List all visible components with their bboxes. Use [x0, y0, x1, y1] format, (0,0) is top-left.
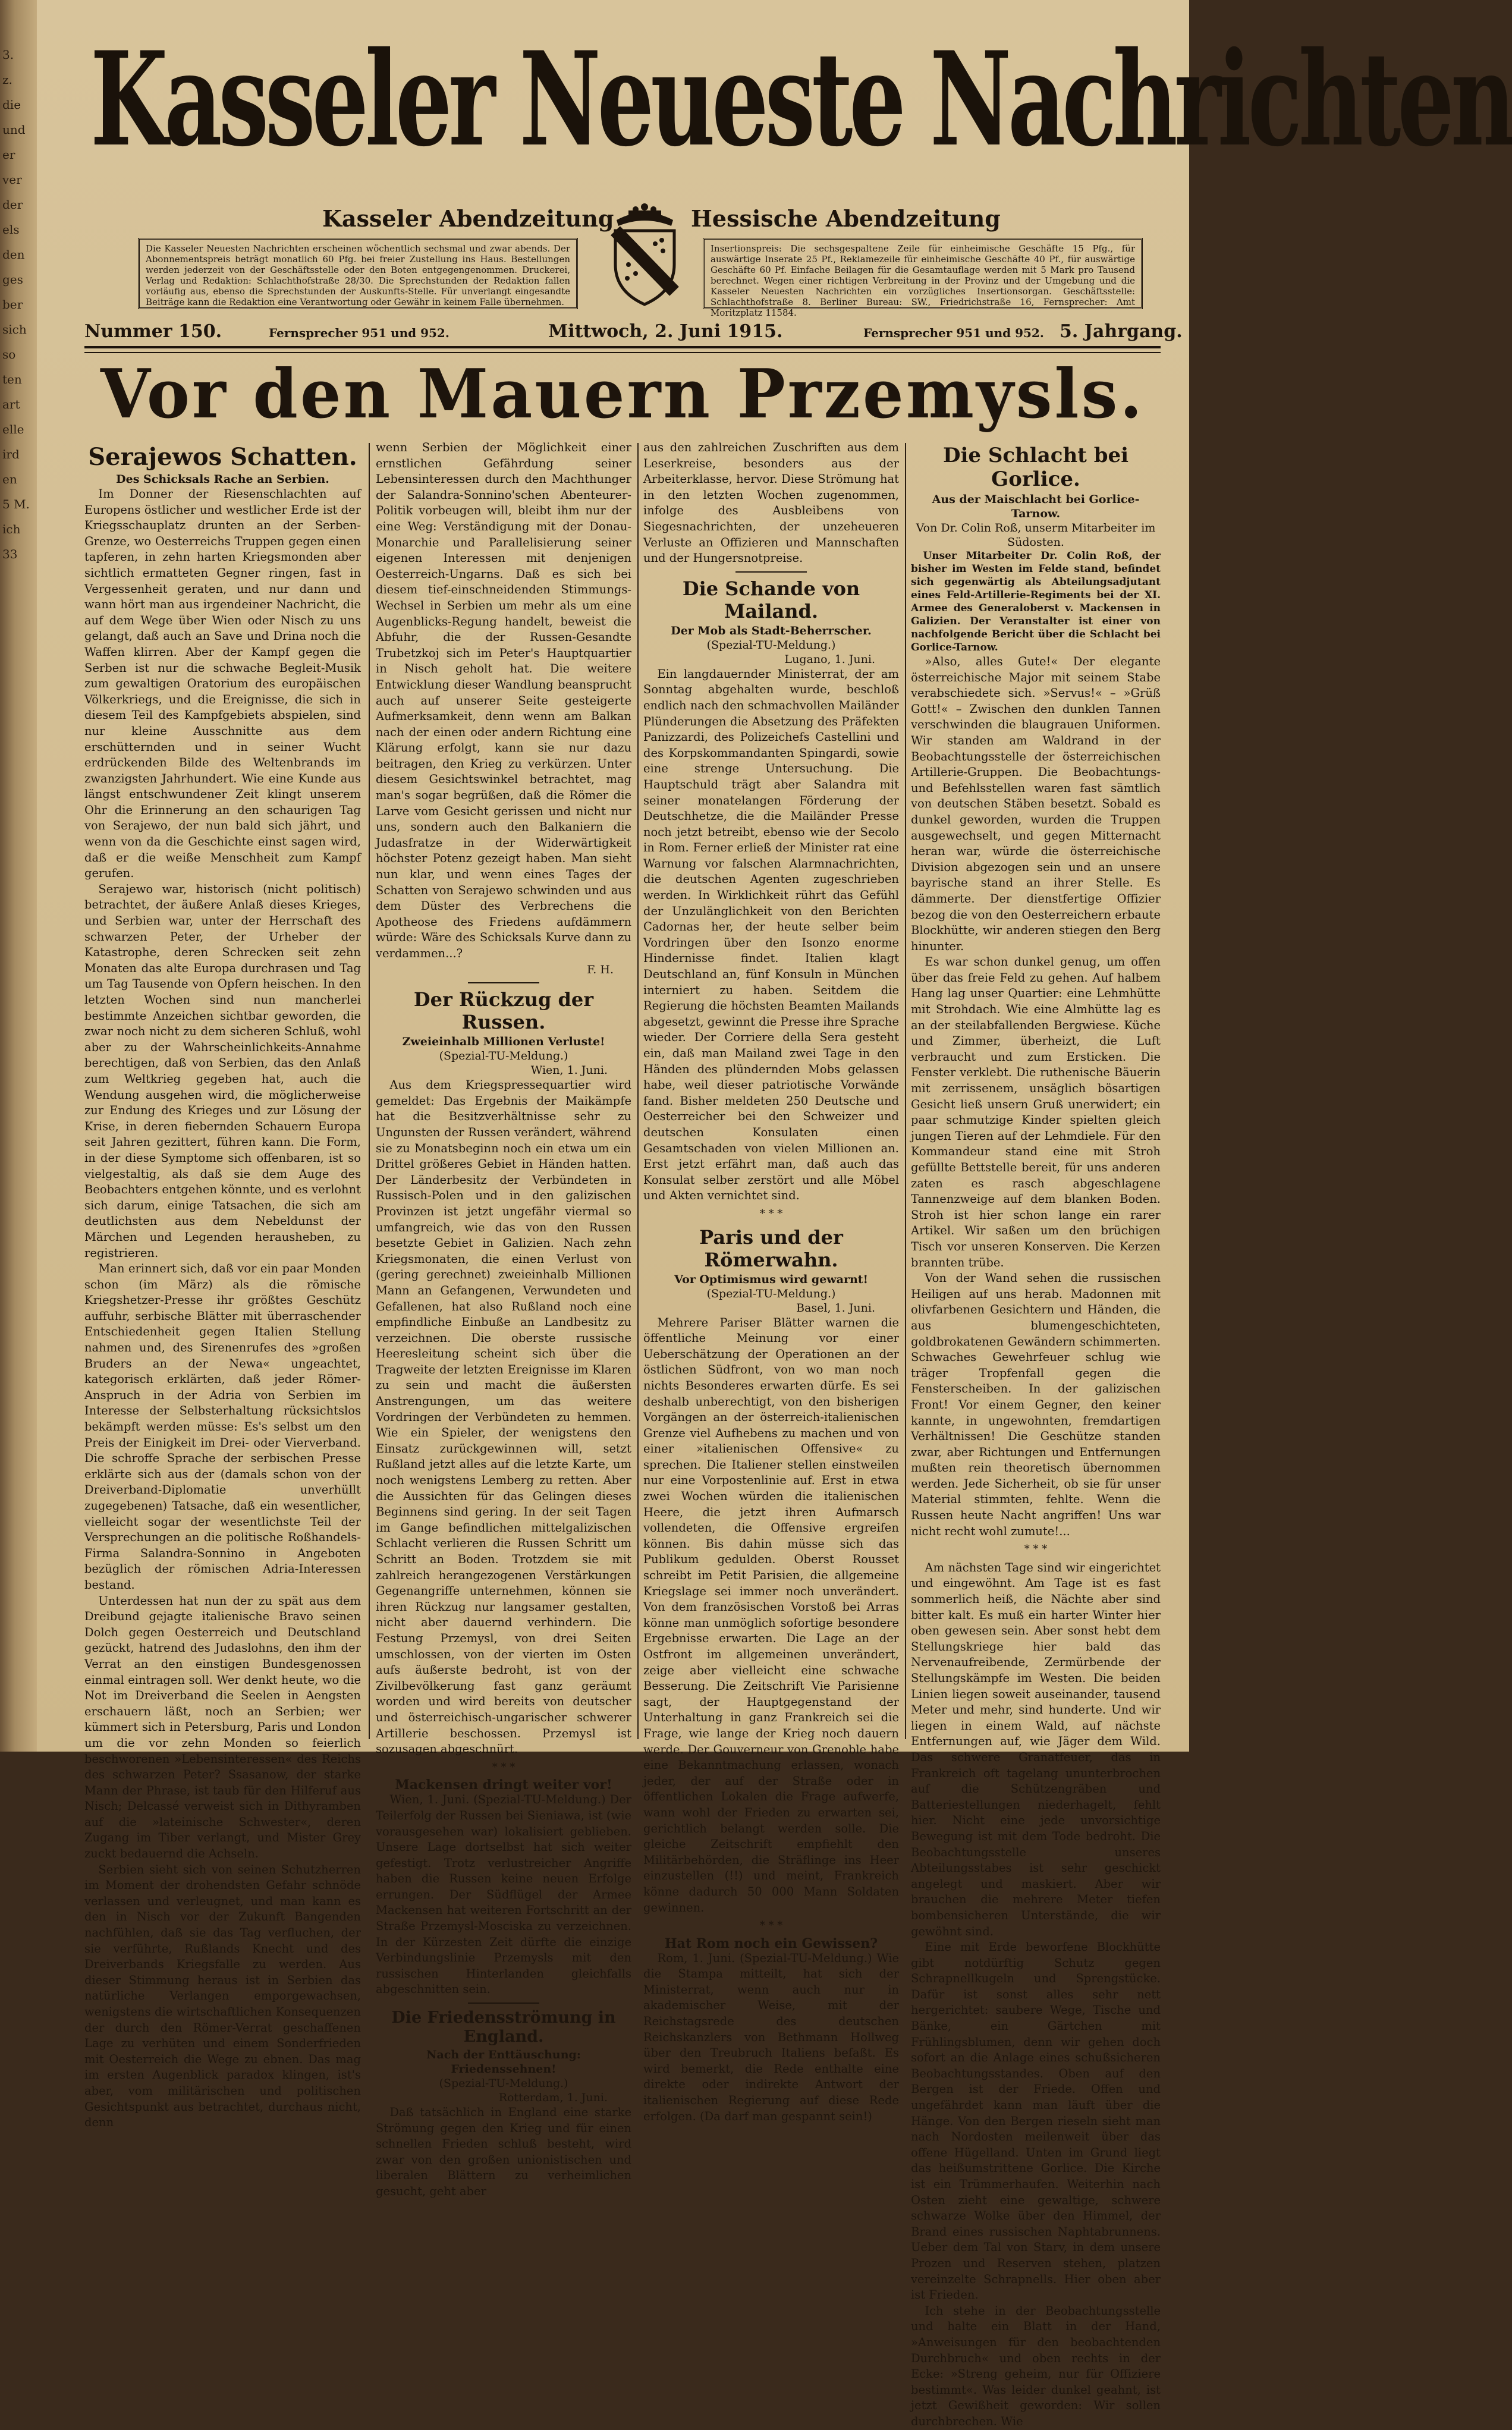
- paragraph: Von der Wand sehen die russischen Heiligen auf uns herab. Madonnen mit olivfarbenen Gesichtern und Händen, die aus blumengeschichteten, goldbrokatenen Gewändern schimmerten. Schwaches Gewehrfeuer schlug wie träger Tropfenfall gegen die Fensterscheiben. In der galizischen Front! Vor einem Gegner, den keiner kannte, in ungewohnten, fremdartigen Verhältnissen! Die Geschütze standen zwar, aber Richtungen und Entfernungen mußten rein theoretisch übernommen werden. Jede Sicherheit, ob sie für unser Material stimmten, fehlte. Wenn die Russen heute Nacht angriffen! Uns war nicht recht wohl zumute!...: [911, 1271, 1161, 1538]
- previous-page-fragment: ges: [2, 272, 23, 287]
- previous-page-fragment: 3.: [2, 48, 14, 62]
- previous-page-fragment: ich: [2, 522, 21, 536]
- column-divider: [905, 443, 906, 1739]
- previous-page-fragment: ten: [2, 372, 22, 386]
- previous-page-fragment: den: [2, 247, 25, 262]
- article-subtitle: Des Schicksals Rache an Serbien.: [116, 473, 329, 486]
- separator-rule: [468, 982, 539, 983]
- previous-page-fragment: elle: [2, 422, 24, 436]
- header-rule-thin: [84, 352, 1161, 353]
- article-subtitle: Nach der Enttäuschung: Friedenssehnen!: [426, 2048, 581, 2076]
- paragraph: Aus dem Kriegspressequartier wird gemeldet: Das Ergebnis der Maikämpfe hat die Besitzverhältnisse sehr zu Ungunsten der Russen verändert, während sie zu Monatsbeginn noch ein etwa um ein Drittel größeres Gebiet in Händen hatten. Der Länderbesitz der Verbündeten in Russisch-Polen und in den galizischen Provinzen ist jetzt ungefähr viermal so umfangreich, wie das von den Russen besetzte Gebiet in Galizien. Nach zehn Kriegsmonaten, die einen Verlust von (gering gerechnet) zweieinhalb Millionen Mann an Gefangenen, Verwundeten und Gefallenen, hat also Rußland noch eine empfindliche Einbuße an Landbesitz zu verzeichnen. Die oberste russische Heeresleitung scheint sich über die Tragweite der letzten Ereignisse im Klaren zu sein und macht die äußersten Anstrengungen, um das weitere Vordringen der Verbündeten zu hemmen. Wie ein Spieler, der wenigstens den Einsatz zurückgewinnen will, setzt Rußland jetzt alles auf die letzte Karte, um noch wenigstens Lemberg zu retten. Aber die Aussichten für das Gelingen dieses Beginnens sind gering. In der seit Tagen im Gange befindlichen mittelgalizischen Schlacht verlieren die Russen Schritt um Schritt an Boden. Trotzdem sie mit zahlreich herangezogenen Verstärkungen Gegenangriffe unternehmen, können sie ihren Rückzug nur langsamer gestalten, nicht aber dauernd verhindern. Die Festung Przemysl, von drei Seiten umschlossen, von der vierten im Osten aufs äußerste bedroht, ist von der Zivilbevölkerung fast ganz geräumt worden und wird bereits von deutscher und österreichisch-ungarischer schwerer Artillerie beschossen. Przemysl ist sozusagen abgeschnürt.: [376, 1078, 631, 1756]
- previous-page-fragment: 5 M.: [2, 497, 30, 511]
- article-title: Hat Rom noch ein Gewissen?: [664, 1935, 878, 1951]
- issue-year: 5. Jahrgang.: [1060, 321, 1183, 342]
- previous-page-fragment: und: [2, 122, 26, 137]
- paragraph: Unterdessen hat nun der zu spät aus dem Dreibund gejagte italienische Bravo seinen Dolch gegen Oesterreich und Deutschland gezückt, hatrend des Judaslohns, den ihm der Verrat an den einstigen Bundesgenossen einmal eintragen soll. Wer denkt heute, wo die Not im Dreiverband die Seelen in Aengsten erschauern läßt, noch an Serbien; wer kümmert sich in Petersburg, Paris und London um die vor zehn Monden so feierlich beschworenen »Lebensinteressen« des Reichs des schwarzen Peter? Ssasanow, der starke Mann der Phrase, ist taub für den Hilferuf aus Nisch; Delcassé verweist sich in Dithyramben auf die »lateinische Schwester«, deren Zugang im Tiber verlangt, und Mister Grey zuckt bedauernd die Achseln.: [84, 1593, 361, 1861]
- masthead-subtitle-left: Kasseler Abendzeitung: [322, 205, 614, 232]
- previous-page-fragment: ver: [2, 172, 22, 187]
- paragraph: Ich stehe in der Beobachtungsstelle und halte ein Blatt in der Hand, »Anweisungen für den beobachtenden Durchbruch« und oben rechts in der Ecke: »Streng geheim, nur für Offiziere bestimmt«. Was leider dunkel geahnt, ist jetzt Gewißheit geworden: Wir sollen durchbrechen. Wie: [911, 2303, 1161, 2428]
- paragraph: wenn Serbien der Möglichkeit einer ernstlichen Gefährdung seiner Lebensinteressen durch den Machthunger der Salandra-Sonnino'schen Abenteurer-Politik vorbeugen will, bleibt ihm nur der eine Weg: Verständigung mit der Donau-Monarchie und Parallelisierung seiner eigenen Interessen mit denjenigen Oesterreich-Ungarns. Daß es sich bei diesem tief-einschneidenden Stimmungs-Wechsel in Serbien um mehr als um eine Augenblicks-Regung handelt, beweist die Abfuhr, die der Russen-Gesandte Trubetzkoj sich im Peter's Hauptquartier in Nisch geholt hat. Die weitere Entwicklung dieser Wandlung beansprucht auch auf unserer Seite gesteigerte Aufmerksamkeit, denn wenn am Balkan nach der einen oder andern Richtung eine Klärung erfolgt, kann sie nur dazu beitragen, den Krieg zu verkürzen. Unter diesem Gesichtswinkel betrachtet, mag man's sogar begrüßen, daß die Römer die Larve vom Gesicht gerissen und nicht nur uns, sondern auch den Balkaniern die Judasfratze in der Widerwärtigkeit höchster Potenz gezeigt haben. Man sieht nun klar, und wenn eines Tages der Schatten von Serajewo schwinden und aus dem Düster des Verbrechens die Apotheose des Friedens aufdämmern würde: Wäre des Schicksals Kurve dann zu verdammen...?: [376, 441, 631, 960]
- paragraph: Man erinnert sich, daß vor ein paar Monden schon (im März) als die römische Kriegshetzer-Presse ihr größtes Geschütz auffuhr, serbische Blätter mit überraschender Entschiedenheit gegen Italien Stellung nahmen und, des Sirenenrufes des »großen Bruders an der Newa« ungeachtet, kategorisch erklärten, daß jeder Römer-Anspruch in der Adria von Serbien im Interesse der Selbsterhaltung rücksichtslos bekämpft werden müsse: Es's selbst um den Preis der Einigkeit im Drei- oder Vierverband. Die schroffe Sprache der serbischen Presse erklärte sich aus der (damals schon von der Dreiverband-Diplomatie unverhüllt zugegebenen) Tatsache, daß ein wesentlicher, vielleicht sogar der wesentlichste Teil der Versprechungen an die politische Roßhandels-Firma Salandra-Sonnino in Angeboten bezüglich der römischen Adria-Interessen bestand.: [84, 1262, 361, 1592]
- separator-rule: [735, 571, 807, 573]
- paragraph: Im Donner der Riesenschlachten auf Europens östlicher und westlicher Erde ist der Kriegsschauplatz drunten an der Serben-Grenze, wo Oesterreichs Truppen gegen einen tapferen, in zehn harten Kriegsmonden aber sichtlich ermatteten Gegner ringen, fast in Vergessenheit geraten, und nur dann und wann hört man aus irgendeiner Nachricht, die auf dem Wege über Wien oder Nisch zu uns gelangt, daß auch an Save und Drina noch die Waffen klirren. Aber der Kampf gegen die Serben ist nur die schwache Begleit-Musik zum gewaltigen Oratorium des europäischen Völkerkriegs, und die Ereignisse, die sich in diesem Teil des Kampfgebiets abspielen, sind nur kleine Ausschnitte aus dem erschütternden und in seiner Wucht erdrückenden Bilde des Weltenbrands im zwanzigsten Jahrhundert. Wie eine Kunde aus längst entschwundener Zeit klingt unserem Ohr die Erinnerung an den schaurigen Tag von Serajewo, der nun bald sich jährt, und wenn von da die Geschichte einst sagen wird, daß er die weiße Menschheit zum Kampf gerufen.: [84, 487, 361, 881]
- separator-stars: * * *: [759, 1207, 783, 1220]
- masthead-title: Kasseler Neueste Nachrichten: [90, 24, 1512, 176]
- article-source: (Spezial-TU-Meldung.): [439, 2077, 568, 2091]
- article-title: Die Friedensströmung in England.: [391, 2008, 616, 2047]
- paragraph: aus den zahlreichen Zuschriften aus dem Leserkreise, besonders aus der Arbeiterklasse, hervor. Diese Strömung hat in den letzten Wochen zugenommen, infolge des Ausbleibens von Siegesnachrichten, der unzeheueren Verluste an Offizieren und Mannschaften und der Hungersnotpreise.: [643, 441, 899, 565]
- header-rule: [84, 346, 1161, 348]
- article-title: Der Rückzug der Russen.: [413, 988, 594, 1034]
- masthead-subtitle-right: Hessische Abendzeitung: [691, 205, 1001, 232]
- previous-page-fragment: art: [2, 397, 20, 411]
- paragraph: Rom, 1. Juni. (Spezial-TU-Meldung.) Wie die Stampa mitteilt, hat sich der Ministerrat, wenn auch nur in akademischer Weise, mit der Reichstagsrede des deutschen Reichskanzlers von Bethmann Hollweg über den Treubruch Italiens befaßt. Es wird bemerkt, die Rede enthalte eine direkte oder indirekte Antwort der italienischen Regierung auf diese Rede erfolgen. (Da darf man gespannt sein!): [643, 1951, 899, 2123]
- previous-page-fragment: der: [2, 197, 23, 212]
- main-headline: Vor den Mauern Przemysls.: [100, 354, 1145, 434]
- paragraph: Daß tatsächlich in England eine starke Strömung gegen den Krieg und für einen schnellen Frieden schluß besteht, wird zwar von den großen unionistischen und liberalen Blättern zu verheimlichen gesucht, geht aber: [376, 2105, 631, 2198]
- column-1: [84, 440, 361, 2130]
- paragraph: Es war schon dunkel genug, um offen über das freie Feld zu gehen. Auf halbem Hang lag unser Quartier: eine Lehmhütte mit Strohdach. Wie eine Almhütte lag es an der steilabfallenden Bergwiese. Küche und Zimmer, überheizt, die Luft verbraucht und zum Ersticken. Die Fenster verklebt. Die ruthenische Bäuerin mit zerrissenem, unsäglich bösartigen Gesicht ließ unsern Gruß unerwidert; ein paar schmutzige Kinder spielten gleich jungen Tieren auf der Lehmdiele. Für den Kommandeur stand eine mit Stroh gefüllte Bettstelle bereit, für uns anderen zaten es rasch abgeschlagene Tannenzweige auf dem blanken Boden. Stroh ist hier schon lange ein rarer Artikel. Wir saßen um den brüchigen Tisch vor unseren Konserven. Die Kerzen brannten trübe.: [911, 955, 1161, 1269]
- paragraph: Wien, 1. Juni. (Spezial-TU-Meldung.) Der Teilerfolg der Russen bei Sieniawa, ist (wie vorausgesehen war) lokalisiert geblieben. Unsere Lage dortselbst hat sich weiter gefestigt. Trotz verlustreicher Angriffe haben die Russen keine neuen Erfolge errungen. Der Südflügel der Armee Mackensen hat weiteren Fortschritt an der Straße Przemysl-Mosciska zu verzeichnen. In der Kürzesten Zeit dürfte die einzige Verbindungslinie Przemysls mit den russischen Hinterlanden gleichfalls abgeschnitten sein.: [376, 1793, 631, 1997]
- article-subtitle: Aus der Maischlacht bei Gorlice-Tarnow.: [932, 493, 1140, 520]
- previous-page-edge: [0, 0, 37, 1752]
- article-dateline: Lugano, 1. Juni.: [784, 652, 875, 666]
- paragraph: Serbien sieht sich von seinen Schutzherren im Moment der drohendsten Gefahr schnöde verlassen und verleugnet, und man kann es den in Nisch vor der Zukunft Bangenden nachfühlen, daß sie das Tag verfluchen, der sie verführte, Rußlands Knecht und des Dreiverbands Kriegsfalle zu werden. Aus dieser Stimmung heraus ist in Serbien das natürliche Verlangen emporgewachsen, wenigstens die wirtschaftlichen Konsequenzen der durch den Römer-Verrat geschaffenen Lage zu verhüten und einem Sonderfrieden mit Oesterreich die Wege zu ebnen. Das mag im ersten Augenblick paradox klingen, ist's aber, vom militärischen und politischen Gesichtspunkt aus betrachtet, durchaus nicht, denn: [84, 1862, 361, 2130]
- article-title: Serajewos Schatten.: [88, 443, 357, 471]
- previous-page-fragment: sich: [2, 322, 27, 337]
- issue-number: Nummer 150.: [84, 321, 222, 342]
- issue-date: Mittwoch, 2. Juni 1915.: [548, 321, 783, 342]
- article-title: Paris und der Römerwahn.: [699, 1225, 843, 1271]
- article-signature: F. H.: [587, 963, 614, 976]
- paragraph: Serajewo war, historisch (nicht politisch) betrachtet, der äußere Anlaß dieses Krieges, und Serbien war, unter der Herrschaft des schwarzen Peter, der Urheber der Katastrophe, deren Schrecken seit zehn Monaten das alte Europa durchrasen und Tag um Tag Tausende von Opfern heischen. In den letzten Wochen sind nun mancherlei bestimmte Anzeichen sichtbar geworden, die zwar noch nicht zu dem sicheren Schluß, wohl aber zu der Wahrscheinlichkeits-Annahme berechtigen, daß von Serbien, das den Anlaß zum Weltkrieg gegeben hat, auch die Wendung ausgehen wird, die möglicherweise zur Endung des Krieges und zur Lösung der Krise, in deren fiebernden Schauern Europa seit Jahren gezittert, führen kann. Die Form, in der diese Symptome sich offenbaren, ist so vielgestaltig, als daß sie dem Auge des Beobachters entgehen könnte, und es verlohnt sich darum, einige Tatsachen, die sich am deutlichsten aus dem Nebeldunst der Märchen und Legenden herausheben, zu registrieren.: [84, 882, 361, 1260]
- article-intro: Unser Mitarbeiter Dr. Colin Roß, der bisher im Westen im Felde stand, befindet sich gegenwärtig als Abteilungsadjutant eines Feld-Artillerie-Regiments bei der XI. Armee des Generaloberst v. Mackensen in Galizien. Der Veranstalter ist einer von nachfolgende Bericht über die Schlacht bei Gorlice-Tarnow.: [911, 550, 1161, 653]
- previous-page-fragment: so: [2, 347, 16, 361]
- separator-rule: [468, 2003, 539, 2004]
- article-dateline: Wien, 1. Juni.: [530, 1064, 608, 1077]
- column-divider: [637, 443, 639, 1739]
- article-subtitle: Zweieinhalb Millionen Verluste!: [402, 1035, 605, 1049]
- separator-stars: * * *: [492, 1761, 515, 1774]
- paragraph: Am nächsten Tage sind wir eingerichtet und eingewöhnt. Am Tage ist es fast sommerlich heiß, die Nächte aber sind bitter kalt. Es muß ein harter Winter hier oben gewesen sein. Aber sonst hebt dem Stellungskriege hier bald das Nervenaufreibende, Zermürbende der Stellungskämpfe im Westen. Die beiden Linien liegen soweit auseinander, tausend Meter und mehr, sind hunderte. Und wir liegen in einem Wald, auf nächste Entfernungen auf, wie Jäger dem Wild. Das schwere Granatfeuer, das in Frankreich oft tagelang ununterbrochen auf die Schützengräben und Batteriestellungen niederhagelt, fehlt hier. Nicht eine jede unvorsichtige Bewegung ist mit dem Tode bedroht. Die Beobachtungsstelle unseres Abteilungsstabes ist sehr geschickt angelegt und maskiert. Aber wir brauchen die mehrere Meter tiefen bombensicheren Unterstände, die wir gewöhnt sind.: [911, 1560, 1161, 1938]
- column-3: [643, 440, 899, 2123]
- column-divider: [369, 443, 370, 1739]
- separator-stars: * * *: [759, 1919, 783, 1932]
- previous-page-fragment: els: [2, 222, 20, 237]
- kassel-coat-of-arms-icon: [605, 202, 685, 309]
- article-byline: Von Dr. Colin Roß, unserm Mitarbeiter im Südosten.: [916, 521, 1156, 549]
- previous-page-fragment: ber: [2, 297, 23, 312]
- previous-page-fragment: en: [2, 472, 17, 486]
- previous-page-fragment: 33: [2, 547, 18, 561]
- phone-left: Fernsprecher 951 und 952.: [269, 326, 449, 340]
- previous-page-fragment: er: [2, 147, 15, 162]
- article-dateline: Basel, 1. Juni.: [796, 1301, 875, 1315]
- paragraph: Mehrere Pariser Blätter warnen die öffentliche Meinung vor einer Ueberschätzung der Operationen an der östlichen Südfront, von wo man noch nichts Besonderes erwarten dürfe. Es sei deshalb unberechtigt, von den bisherigen Vorgängen an der österreich-italienischen Grenze viel Aufhebens zu machen und von einer »italienischen Offensive« zu sprechen. Die Italiener stellen einstweilen nur eine Vorpostenlinie auf. Erst in etwa zwei Wochen würden die italienischen Heere, die jetzt ihren Aufmarsch vollendeten, die Offensive ergreifen können. Bis dahin müsse sich das Publikum gedulden. Oberst Rousset schreibt im Petit Parisien, die allgemeine Kriegslage sei immer noch unverändert. Von dem französischen Vorstoß bei Arras könne man unmöglich sofortige besondere Ergebnisse erwarten. Die Lage an der Ostfront im allgemeinen unverändert, zeige aber vielleicht eine schwache Besserung. Die Zeitschrift Vie Parisienne sagt, der Hauptgegenstand der Unterhaltung in ganz Frankreich sei die Frage, wie lange der Krieg noch dauern werde. Der Gouverneur von Grenoble habe eine Bekanntmachung erlassen, wonach jeder, der auf der Straße oder in öffentlichen Lokalen die Frage aufwerfe, wann wohl der Frieden zu erwarten sei, gerichtlich belangt werden solle. Die gleiche Zeitschrift empfiehlt den Militärbehörden, die Sträflinge ins Heer einzustellen (!!) und meint, Frankreich könne dadurch 50 000 Mann Soldaten gewinnen.: [643, 1315, 899, 1915]
- separator-stars: * * *: [1024, 1543, 1048, 1556]
- issue-line: [84, 321, 1183, 345]
- advertising-info-box: Insertionspreis: Die sechsgespaltene Zeile für einheimische Geschäfte 15 Pfg., für auswärtige Inserate 25 Pf., Reklamezeile für einheimische Geschäfte 40 Pf., für auswärtige Geschäfte 60 Pf. Einfache Beilagen für die Gesamtauflage werden mit 5 Mark pro Tausend berechnet. Wegen einer richtigen Verbreitung in der Provinz und der Umgebung und die Kasseler Neuesten Nachrichten ein vorzügliches Insertionsorgan. Geschäftsstelle: Schlachthofstraße 8. Berliner Bureau: SW., Friedrichstraße 16, Fernsprecher: Amt Moritzplatz 11584.: [703, 238, 1143, 309]
- article-subtitle: Vor Optimismus wird gewarnt!: [674, 1272, 868, 1286]
- newspaper-page: [37, 0, 1512, 2428]
- article-subtitle: Der Mob als Stadt-Beherrscher.: [671, 624, 872, 637]
- article-source: (Spezial-TU-Meldung.): [706, 1287, 836, 1300]
- paragraph: »Also, alles Gute!« Der elegante österreichische Major mit seinem Stabe verabschiedete sich. »Servus!« – »Grüß Gott!« – Zwischen den dunklen Tannen verschwinden die blaugrauen Uniformen. Wir standen am Waldrand in der Beobachtungsstelle der österreichischen Artillerie-Gruppen. Die Beobachtungs- und Befehlsstellen waren fast sämtlich von deutschen Stäben besetzt. Sobald es dunkel geworden, wurden die Truppen ausgewechselt, und gegen Mitternacht heran war, würde die österreichische Division abgezogen sein und an unsere bayrische stand an ihrer Stelle. Es dämmerte. Der dienstfertige Offizier bezog die von den Oesterreichern erbaute Blockhütte, wir anderen stiegen den Berg hinunter.: [911, 655, 1161, 953]
- previous-page-fragment: die: [2, 98, 21, 112]
- previous-page-fragment: z.: [2, 73, 12, 87]
- column-4: [911, 440, 1161, 2428]
- column-2: [376, 440, 631, 2198]
- article-dateline: Rotterdam, 1. Juni.: [498, 2091, 608, 2105]
- article-title: Mackensen dringt weiter vor!: [395, 1777, 612, 1793]
- article-title: Die Schande von Mailand.: [682, 577, 860, 623]
- article-title: Die Schlacht bei Gorlice.: [942, 444, 1129, 491]
- previous-page-fragment: ird: [2, 447, 20, 461]
- paragraph: Ein langdauernder Ministerrat, der am Sonntag abgehalten wurde, beschloß endlich nach den schmachvollen Mailänder Plünderungen die Absetzung des Präfekten Panizzardi, des Polizeichefs Castellini und des Korpskommandanten Spingardi, sowie eine strenge Untersuchung. Die Hauptschuld trägt aber Salandra mit seiner monatelangen Förderung der Deutschhetze, die die Mailänder Presse noch jetzt betreibt, ebenso wie der Secolo in Rom. Ferner erließ der Minister rat eine Warnung vor falschen Alarmnachrichten, die deutschen Agenten zugeschrieben werden. In Wirklichkeit rührt das Gefühl der Unzulänglichkeit von den Berichten Cadornas her, der heute selber beim Vordringen über den Isonzo enorme Hindernisse findet. Italien klagt Deutschland an, fünf Konsuln in München interniert zu haben. Seitdem die Regierung die höchsten Beamten Mailands abgesetzt, gewinnt die Presse ihre Sprache wieder. Der Corriere della Sera gesteht ein, daß man Mailand zwei Tage in den Händen des plündernden Mobs gelassen habe, weil dieser patriotische Vorwände fand. Bisher meldeten 250 Deutsche und Oesterreicher bei den Schweizer und deutschen Konsulaten einen Gesamtschaden von vielen Millionen an. Erst jetzt erfährt man, daß auch das Konsulat selber zerstört und alle Möbel und Akten vernichtet sind.: [643, 667, 899, 1203]
- phone-right: Fernsprecher 951 und 952.: [863, 326, 1044, 340]
- article-source: (Spezial-TU-Meldung.): [706, 638, 836, 652]
- paragraph: Eine mit Erde beworfene Blockhütte gibt notdürftig Schutz gegen Schrapnellkugeln und Sprengstücke. Dafür ist sonst alles sehr nett hergerichtet: saubere Wege, Tische und Bänke, ein Gärtchen mit Frühlingsblumen, denn wir gehen doch sofort an die Anlage eines schußsicheren Beobachtungsstandes. Oben auf den Bergen ist der Friede. Offen und ungefährdet kann man läuft über die Hänge. Von den Bergen rieseln sieht man nach Nordosten meilenweit über das offene Hügelland. Unten im Grund liegt das heißumstrittene Gorlice. Die Kirche ist ein Trümmerhaufen. Weiterhin nach Osten zieht eine gewaltige, schwere schwarze Wolke über den Himmel, der Brand eines russischen Naphtabrunnens. Ueber dem Tal von Starv, in dem unsere Prozen und Reserven stehen, platzen vereinzelte Schrapnells. Hier oben aber ist Frieden.: [911, 1940, 1161, 2302]
- article-source: (Spezial-TU-Meldung.): [439, 1049, 568, 1063]
- subscription-info-box: Die Kasseler Neuesten Nachrichten erscheinen wöchentlich sechsmal und zwar abends. Der Abonnementspreis beträgt monatlich 60 Pfg. bei freier Zustellung ins Haus. Bestellungen werden jederzeit von der Geschäftsstelle oder den Boten entgegengenommen. Druckerei, Verlag und Redaktion: Schlachthofstraße 28/30. Die Sprechstunden der Redaktion fallen vorläufig aus, ebenso die Sprechstunden der Auskunfts-Stelle. Für unverlangt eingesandte Beiträge kann die Redaktion eine Verantwortung oder Gewähr in keinem Falle übernehmen.: [138, 238, 578, 309]
